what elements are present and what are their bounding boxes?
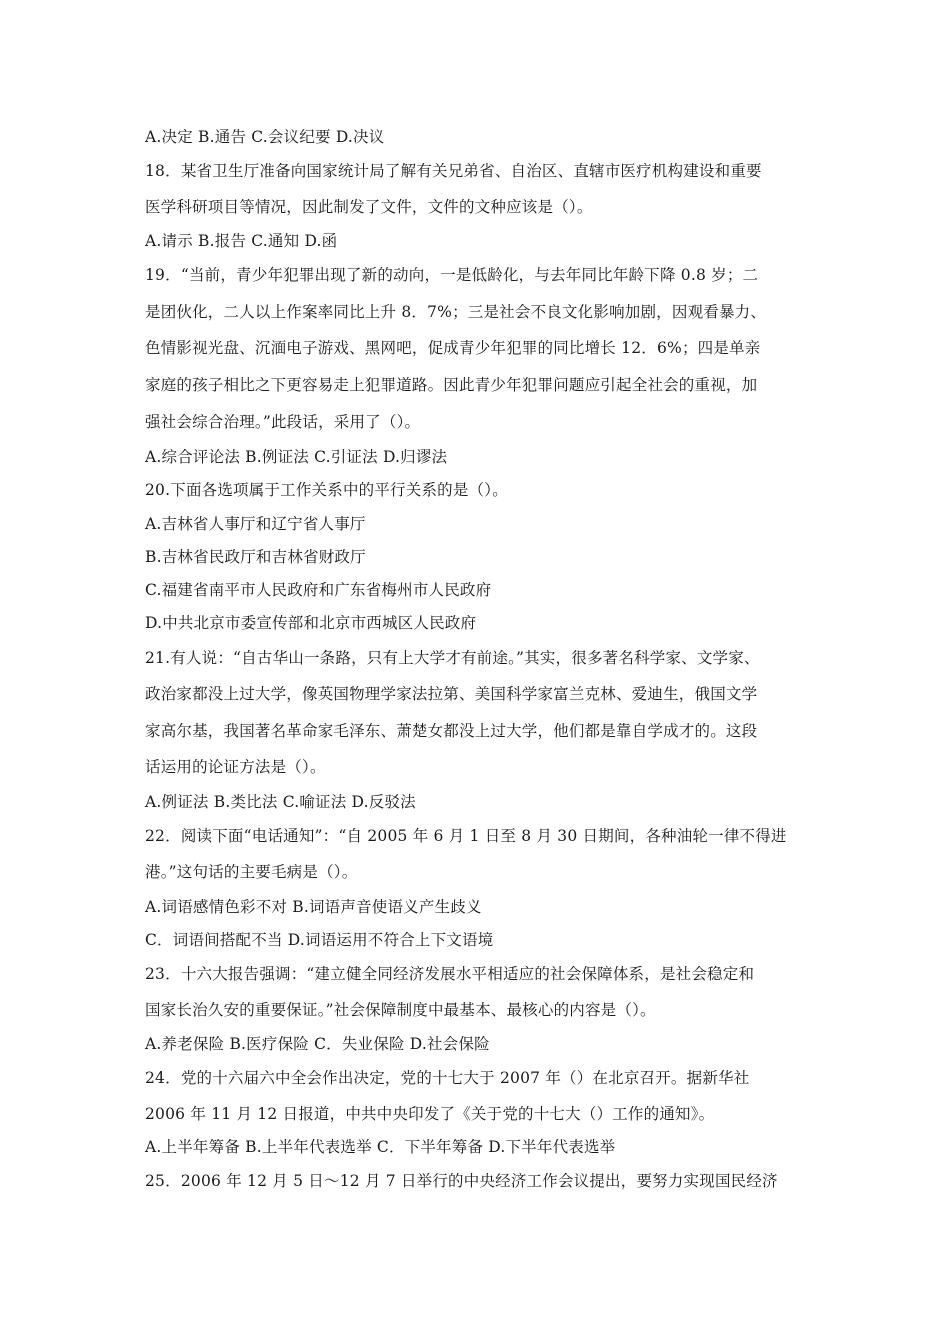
question-line: 色情影视光盘、沉湎电子游戏、黑网吧，促成青少年犯罪的同比增长 12．6%；四是单亲 — [145, 339, 761, 357]
question-line: 家高尔基，我国著名革命家毛泽东、萧楚女都没上过大学，他们都是靠自学成才的。这段 — [145, 722, 758, 740]
option-line: A.养老保险 B.医疗保险 C．失业保险 D.社会保险 — [145, 1035, 490, 1053]
question-line: 24．党的十六届六中全会作出决定，党的十七大于 2007 年（）在北京召开。据新华社 — [145, 1069, 750, 1087]
option-line: C.福建省南平市人民政府和广东省梅州市人民政府 — [145, 581, 492, 599]
question-line: 国家长治久安的重要保证。”社会保障制度中最基本、最核心的内容是（）。 — [145, 1001, 656, 1019]
option-line: C．词语间搭配不当 D.词语运用不符合上下文语境 — [145, 931, 494, 949]
question-line: 19．“当前，青少年犯罪出现了新的动向，一是低龄化，与去年同比年龄下降 0.8 岁；二 — [145, 266, 759, 284]
question-line: 政治家都没上过大学，像英国物理学家法拉第、美国科学家富兰克林、爱迪生，俄国文学 — [145, 685, 758, 703]
question-line: 22．阅读下面“电话通知”：“自 2005 年 6 月 1 日至 8 月 30 日期间，各种油轮一律不得进 — [145, 827, 787, 845]
question-line: 是团伙化，二人以上作案率同比上升 8．7%；三是社会不良文化影响加剧，因观看暴力、 — [145, 303, 767, 321]
option-line: A.吉林省人事厅和辽宁省人事厅 — [145, 515, 366, 533]
option-line: B.吉林省民政厅和吉林省财政厅 — [145, 548, 366, 566]
question-line: 25．2006 年 12 月 5 日～12 月 7 日举行的中央经济工作会议提出，要努力实现国民经济 — [145, 1172, 778, 1190]
option-line: A.综合评论法 B.例证法 C.引证法 D.归谬法 — [145, 448, 448, 466]
option-line: A.上半年筹备 B.上半年代表选举 C．下半年筹备 D.下半年代表选举 — [145, 1138, 616, 1156]
question-line: 家庭的孩子相比之下更容易走上犯罪道路。因此青少年犯罪问题应引起全社会的重视，加 — [145, 376, 758, 394]
question-line: 18．某省卫生厅准备向国家统计局了解有关兄弟省、自治区、直辖市医疗机构建设和重要 — [145, 162, 762, 180]
option-line: A.词语感情色彩不对 B.词语声音使语义产生歧义 — [145, 898, 482, 916]
question-line: 强社会综合治理。”此段话，采用了（）。 — [145, 413, 421, 431]
option-line: A.例证法 B.类比法 C.喻证法 D.反驳法 — [145, 793, 416, 811]
question-line: 医学科研项目等情况，因此制发了文件，文件的文种应该是（）。 — [145, 198, 593, 216]
question-line: 港。”这句话的主要毛病是（）。 — [145, 863, 358, 881]
question-line: 23．十六大报告强调：“建立健全同经济发展水平相适应的社会保障体系，是社会稳定和 — [145, 965, 755, 983]
question-line: 21.有人说：“自古华山一条路，只有上大学才有前途。”其实，很多著名科学家、文学家、 — [145, 649, 760, 667]
question-line: 2006 年 11 月 12 日报道，中共中央印发了《关于党的十七大（）工作的通知》。 — [145, 1105, 715, 1123]
option-line: A.请示 B.报告 C.通知 D.函 — [145, 232, 338, 250]
question-line: 话运用的论证方法是（）。 — [145, 758, 326, 776]
option-line: D.中共北京市委宣传部和北京市西城区人民政府 — [145, 614, 477, 632]
question-line: 20.下面各选项属于工作关系中的平行关系的是（）。 — [145, 481, 508, 499]
option-line: A.决定 B.通告 C.会议纪要 D.决议 — [145, 128, 385, 146]
